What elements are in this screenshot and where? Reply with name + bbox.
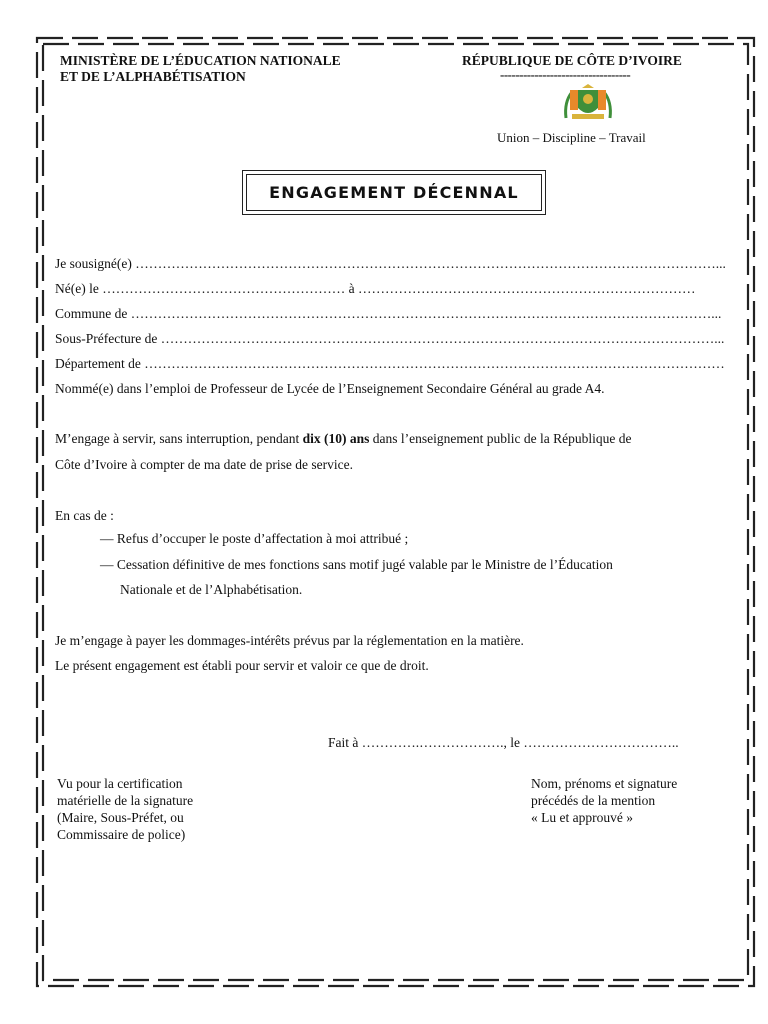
signature-line-2: précédés de la mention [531,793,656,808]
field-subprefecture [55,331,724,347]
field-commune-label: Commune de [55,306,128,321]
field-birth [55,281,695,297]
ministry-name [60,53,341,85]
closing-line-2: Le présent engagement est établi pour servir et valoir ce que de droit. [55,658,429,673]
engagement-duration: dix (10) ans [302,431,370,446]
place-blank: ………….………………. [361,735,504,750]
field-department [55,356,725,372]
certification-line-3: (Maire, Sous-Préfet, ou [57,810,184,825]
field-commune-blank: …………………………………………………………………………………………………………………... [130,306,722,321]
case-item-refusal: — Refus d’occuper le poste d’affectation à moi attribué ; [100,531,409,546]
field-name-label: Je sousigné(e) [55,256,132,271]
place-date-line [328,735,679,751]
certification-line-2: matérielle de la signature [57,793,194,808]
national-motto: Union – Discipline – Travail [497,130,646,145]
case-item-cessation-continued: Nationale et de l’Alphabétisation. [120,582,303,597]
field-department-blank: ………………………………………………………………………………………………………………… [144,356,725,371]
field-subprefecture-blank: ……………………………………………………………………………………………………………... [160,331,725,346]
signature-line-3: « Lu et approuvé » [531,810,633,825]
engagement-text-after: dans l’enseignement public de la République de [369,431,632,446]
engagement-line-1 [55,431,631,447]
field-name [55,256,726,272]
field-name-blank: …………………………………………………………………………………………………………………... [135,256,726,271]
field-birthdate-label: Né(e) le [55,281,99,296]
field-birthplace-blank: ………………………………………………………………… [357,281,696,296]
republic-name: RÉPUBLIQUE DE CÔTE D’IVOIRE [462,53,682,68]
certification-line-1: Vu pour la certification [57,776,183,791]
certification-line-4: Commissaire de police) [57,827,186,842]
engagement-text-before: M’engage à servir, sans interruption, pendant [55,431,303,446]
date-label: , le [503,735,520,750]
field-birthplace-label: à [348,281,355,296]
closing-line-1: Je m’engage à payer les dommages-intérêts prévus par la réglementation en la matière. [55,633,524,648]
case-item-cessation: — Cessation définitive de mes fonctions sans motif jugé valable par le Ministre de l’Éducation [100,557,613,572]
nomination-text: Nommé(e) dans l’emploi de Professeur de Lycée de l’Enseignement Secondaire Général au grade A4. [55,381,605,396]
place-label: Fait à [328,735,359,750]
engagement-line-2: Côte d’Ivoire à compter de ma date de prise de service. [55,457,353,472]
document-title: ENGAGEMENT DÉCENNAL [269,183,519,202]
signature-line-1: Nom, prénoms et signature [531,776,678,791]
cases-intro: En cas de : [55,508,114,523]
date-blank: …………………………….. [523,735,679,750]
ministry-line-2: ET DE L’ALPHABÉTISATION [60,69,246,84]
republic-rule: ---------------------------------- [500,67,631,82]
certification-block [57,775,193,843]
field-subprefecture-label: Sous-Préfecture de [55,331,158,346]
coat-of-arms-icon [562,84,614,122]
field-department-label: Département de [55,356,141,371]
ministry-line-1: MINISTÈRE DE L’ÉDUCATION NATIONALE [60,53,341,68]
field-birthdate-blank: ……………………………………………… [102,281,346,296]
title-box [242,170,546,215]
signature-block [531,775,677,826]
field-commune [55,306,721,322]
